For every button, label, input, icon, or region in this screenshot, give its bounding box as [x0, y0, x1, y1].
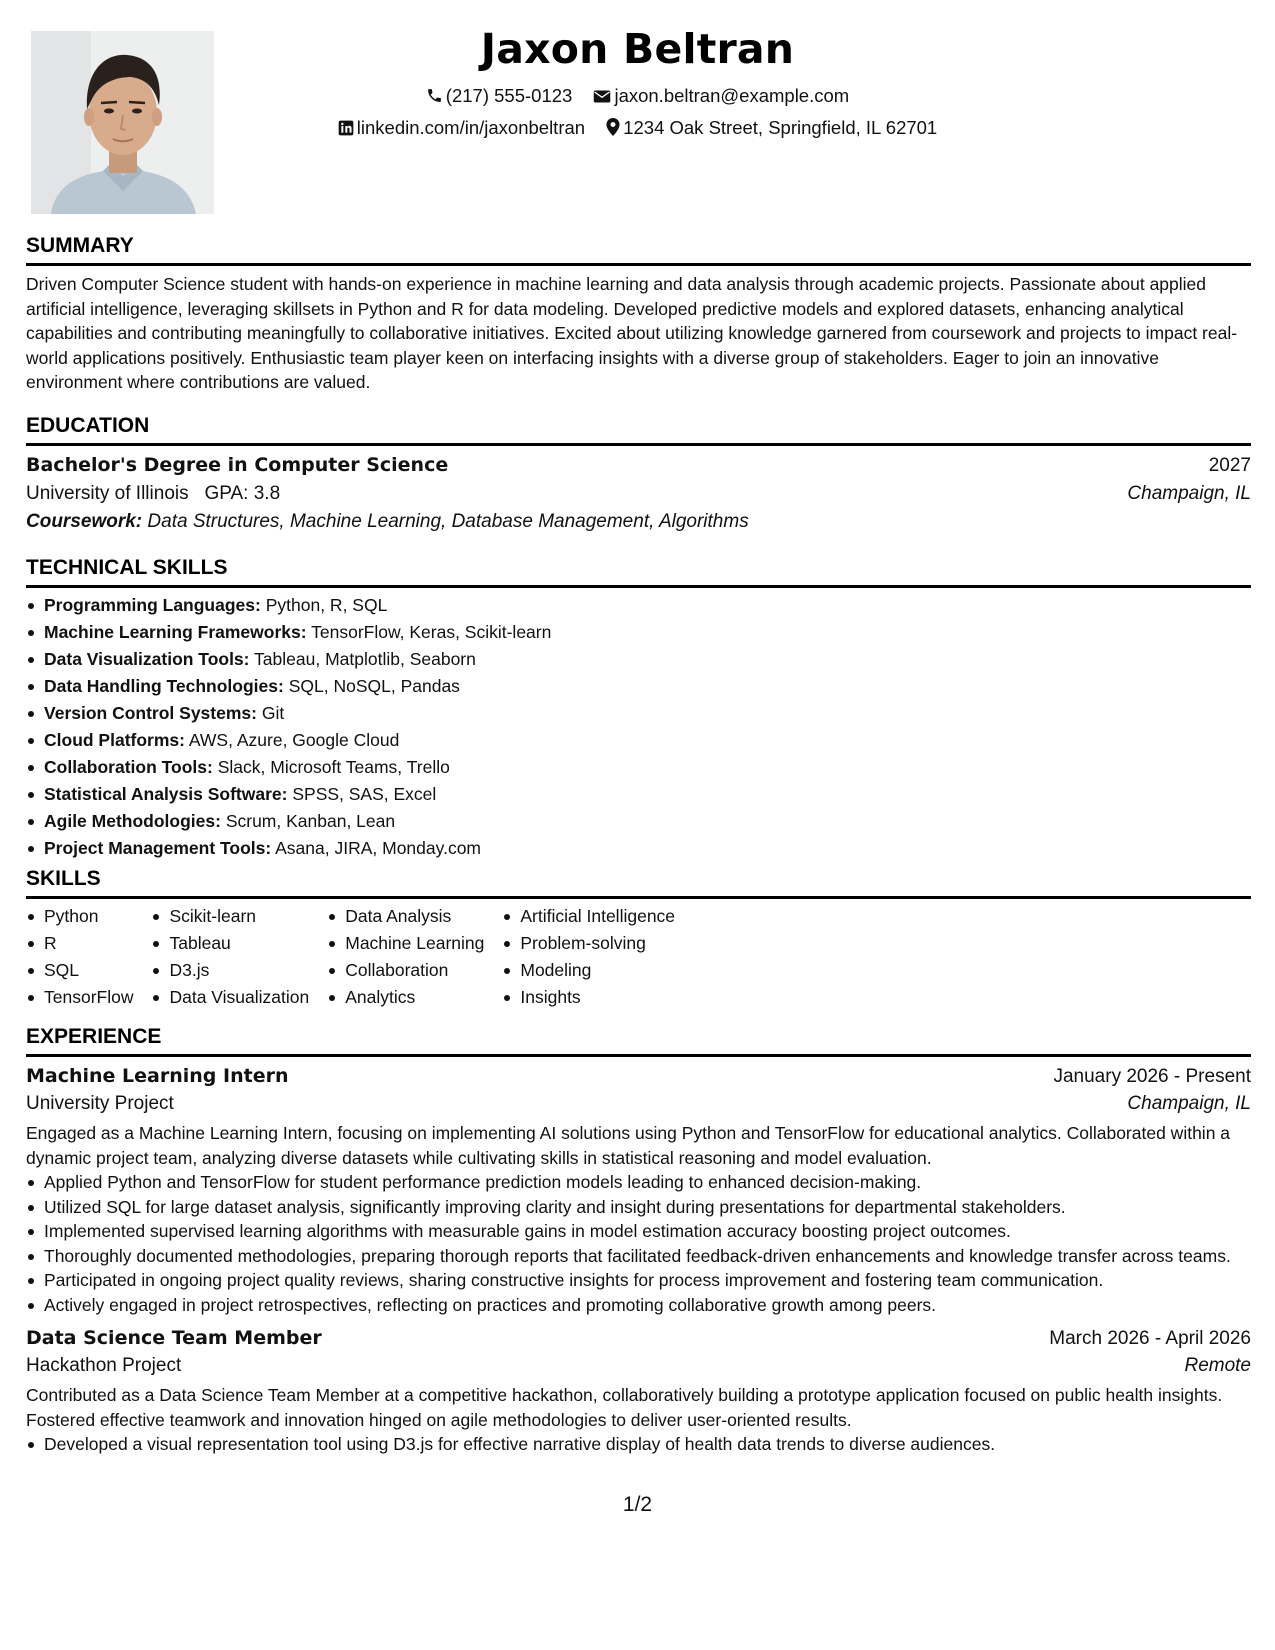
education-row-1 — [26, 454, 1251, 477]
job-bullets — [26, 1432, 1251, 1457]
job-description: Engaged as a Machine Learning Intern, focusing on implementing AI solutions using Python and TensorFlow for educational analytics. Collaborated within a dynamic project team, analyzing diverse datasets while cultivating skills in statistical reasoning and model evaluation. — [26, 1123, 1231, 1168]
list-item — [26, 835, 1251, 862]
section-title-skills: SKILLS — [26, 866, 1251, 899]
skill-category-value: Asana, JIRA, Monday.com — [275, 838, 481, 858]
email-contact[interactable] — [593, 80, 849, 112]
list-item: Collaboration — [327, 957, 484, 984]
linkedin-icon — [338, 120, 354, 136]
list-item: Analytics — [327, 984, 484, 1011]
skills-column-1 — [26, 903, 133, 1011]
list-item: TensorFlow — [26, 984, 133, 1011]
job-role: Machine Learning Intern — [26, 1065, 289, 1087]
list-item — [26, 619, 1251, 646]
list-item: Participated in ongoing project quality reviews, sharing constructive insights for process improvement and fostering team communication. — [26, 1268, 1251, 1293]
technical-skills-section — [26, 555, 1251, 862]
job-bullets — [26, 1170, 1251, 1317]
list-item: R — [26, 930, 133, 957]
section-title-summary: SUMMARY — [26, 233, 1251, 266]
list-item — [26, 754, 1251, 781]
list-item: Developed a visual representation tool using D3.js for effective narrative display of health data trends to diverse audiences. — [26, 1432, 1251, 1457]
email-text: jaxon.beltran@example.com — [614, 85, 850, 106]
graduation-year: 2027 — [1208, 455, 1251, 476]
school-location: Champaign, IL — [1127, 483, 1251, 504]
job-entry-2 — [26, 1327, 1251, 1457]
job-org: University Project — [26, 1093, 174, 1114]
coursework-line — [26, 511, 1251, 533]
skill-category-label: Data Handling Technologies: — [44, 676, 284, 696]
list-item: Implemented supervised learning algorithms with measurable gains in model estimation accuracy boosting project outcomes. — [26, 1219, 1251, 1244]
job-dates: January 2026 - Present — [1053, 1066, 1251, 1087]
coursework-label: Coursework: — [26, 511, 143, 532]
job-header-row — [26, 1327, 1251, 1350]
list-item — [26, 700, 1251, 727]
linkedin-contact[interactable] — [338, 112, 585, 144]
skill-category-value: SQL, NoSQL, Pandas — [288, 676, 460, 696]
list-item: Python — [26, 903, 133, 930]
phone-icon — [426, 87, 443, 104]
skill-category-label: Statistical Analysis Software: — [44, 784, 288, 804]
address-text: 1234 Oak Street, Springfield, IL 62701 — [623, 117, 938, 138]
contact-line-2 — [0, 112, 1275, 144]
list-item: Artificial Intelligence — [502, 903, 675, 930]
skill-category-label: Agile Methodologies: — [44, 811, 221, 831]
school-info — [26, 483, 280, 505]
list-item — [26, 646, 1251, 673]
education-row-2 — [26, 483, 1251, 505]
skill-category-value: Tableau, Matplotlib, Seaborn — [254, 649, 476, 669]
list-item: SQL — [26, 957, 133, 984]
skill-category-value: Python, R, SQL — [265, 595, 388, 615]
experience-section — [26, 1024, 1251, 1457]
section-title-experience: EXPERIENCE — [26, 1024, 1251, 1057]
job-location: Champaign, IL — [1127, 1093, 1251, 1114]
summary-section — [26, 233, 1251, 395]
list-item: Tableau — [151, 930, 309, 957]
skill-category-value: Scrum, Kanban, Lean — [225, 811, 396, 831]
resume-header — [0, 18, 1275, 144]
job-org: Hackathon Project — [26, 1355, 182, 1376]
skill-category-value: SPSS, SAS, Excel — [292, 784, 437, 804]
skills-column-3 — [327, 903, 484, 1011]
list-item: Modeling — [502, 957, 675, 984]
skill-category-value: TensorFlow, Keras, Scikit-learn — [311, 622, 552, 642]
section-title-education: EDUCATION — [26, 413, 1251, 446]
skill-category-label: Machine Learning Frameworks: — [44, 622, 307, 642]
list-item — [26, 673, 1251, 700]
job-dates: March 2026 - April 2026 — [1049, 1328, 1251, 1349]
skills-grid — [26, 903, 1251, 1011]
job-entry-1 — [26, 1065, 1251, 1317]
list-item: Utilized SQL for large dataset analysis, significantly improving clarity and insight during presentations for departmental stakeholders. — [26, 1195, 1251, 1220]
skill-category-value: AWS, Azure, Google Cloud — [188, 730, 400, 750]
coursework-list: Data Structures, Machine Learning, Database Management, Algorithms — [147, 511, 749, 532]
job-location: Remote — [1184, 1355, 1251, 1376]
map-pin-icon — [606, 118, 620, 136]
phone-contact[interactable] — [426, 80, 573, 112]
list-item: Data Analysis — [327, 903, 484, 930]
page-number: 1/2 — [622, 1493, 653, 1516]
job-description: Contributed as a Data Science Team Member at a competitive hackathon, collaboratively building a prototype application focused on public health insights. Fostered effective teamwork and innovation hinged on agile methodologies to deliver user-oriented results. — [26, 1385, 1223, 1430]
skill-category-label: Collaboration Tools: — [44, 757, 213, 777]
list-item: Actively engaged in project retrospectives, reflecting on practices and promoting collaborative growth among peers. — [26, 1293, 1251, 1318]
education-section — [26, 413, 1251, 533]
section-title-technical-skills: TECHNICAL SKILLS — [26, 555, 1251, 588]
candidate-name: Jaxon Beltran — [480, 25, 795, 73]
job-header-row — [26, 1065, 1251, 1088]
list-item — [26, 592, 1251, 619]
skill-category-label: Programming Languages: — [44, 595, 261, 615]
envelope-icon — [593, 89, 611, 104]
summary-text: Driven Computer Science student with hands-on experience in machine learning and data analysis through academic projects. Passionate about applied artificial intelligence, leveraging skillsets in Python and R for data modeling. Developed predictive models and explored datasets, enhancing analytical capabilities and contributing meaningfully to collaborative initiatives. Excited about utilizing knowledge garnered from coursework and projects to impact real-world applications positively. Enthusiastic team player keen on interfacing insights with a diverse group of stakeholders. Eager to join an innovative environment where contributions are valued. — [26, 274, 1238, 392]
list-item: D3.js — [151, 957, 309, 984]
degree-title: Bachelor's Degree in Computer Science — [26, 454, 449, 476]
technical-skills-list — [26, 592, 1251, 862]
list-item: Applied Python and TensorFlow for student performance prediction models leading to enhanced decision-making. — [26, 1170, 1251, 1195]
skills-section — [26, 866, 1251, 1011]
skill-category-label: Project Management Tools: — [44, 838, 272, 858]
school-name: University of Illinois — [26, 483, 189, 504]
skill-category-label: Cloud Platforms: — [44, 730, 185, 750]
contact-line-1 — [0, 80, 1275, 112]
skill-category-value: Slack, Microsoft Teams, Trello — [217, 757, 450, 777]
skill-category-label: Data Visualization Tools: — [44, 649, 250, 669]
skills-column-4 — [502, 903, 675, 1011]
list-item: Data Visualization — [151, 984, 309, 1011]
list-item — [26, 727, 1251, 754]
address-contact — [606, 112, 937, 144]
list-item: Problem-solving — [502, 930, 675, 957]
list-item: Machine Learning — [327, 930, 484, 957]
skill-category-value: Git — [261, 703, 285, 723]
skill-category-label: Version Control Systems: — [44, 703, 257, 723]
list-item: Insights — [502, 984, 675, 1011]
list-item: Scikit-learn — [151, 903, 309, 930]
job-sub-row — [26, 1093, 1251, 1115]
phone-text: (217) 555-0123 — [445, 85, 573, 106]
gpa: GPA: 3.8 — [204, 483, 281, 504]
skills-column-2 — [151, 903, 309, 1011]
linkedin-text: linkedin.com/in/jaxonbeltran — [356, 117, 586, 138]
job-sub-row — [26, 1355, 1251, 1377]
list-item: Thoroughly documented methodologies, preparing thorough reports that facilitated feedback-driven enhancements and knowledge transfer across teams. — [26, 1244, 1251, 1269]
job-role: Data Science Team Member — [26, 1327, 322, 1349]
list-item — [26, 781, 1251, 808]
list-item — [26, 808, 1251, 835]
